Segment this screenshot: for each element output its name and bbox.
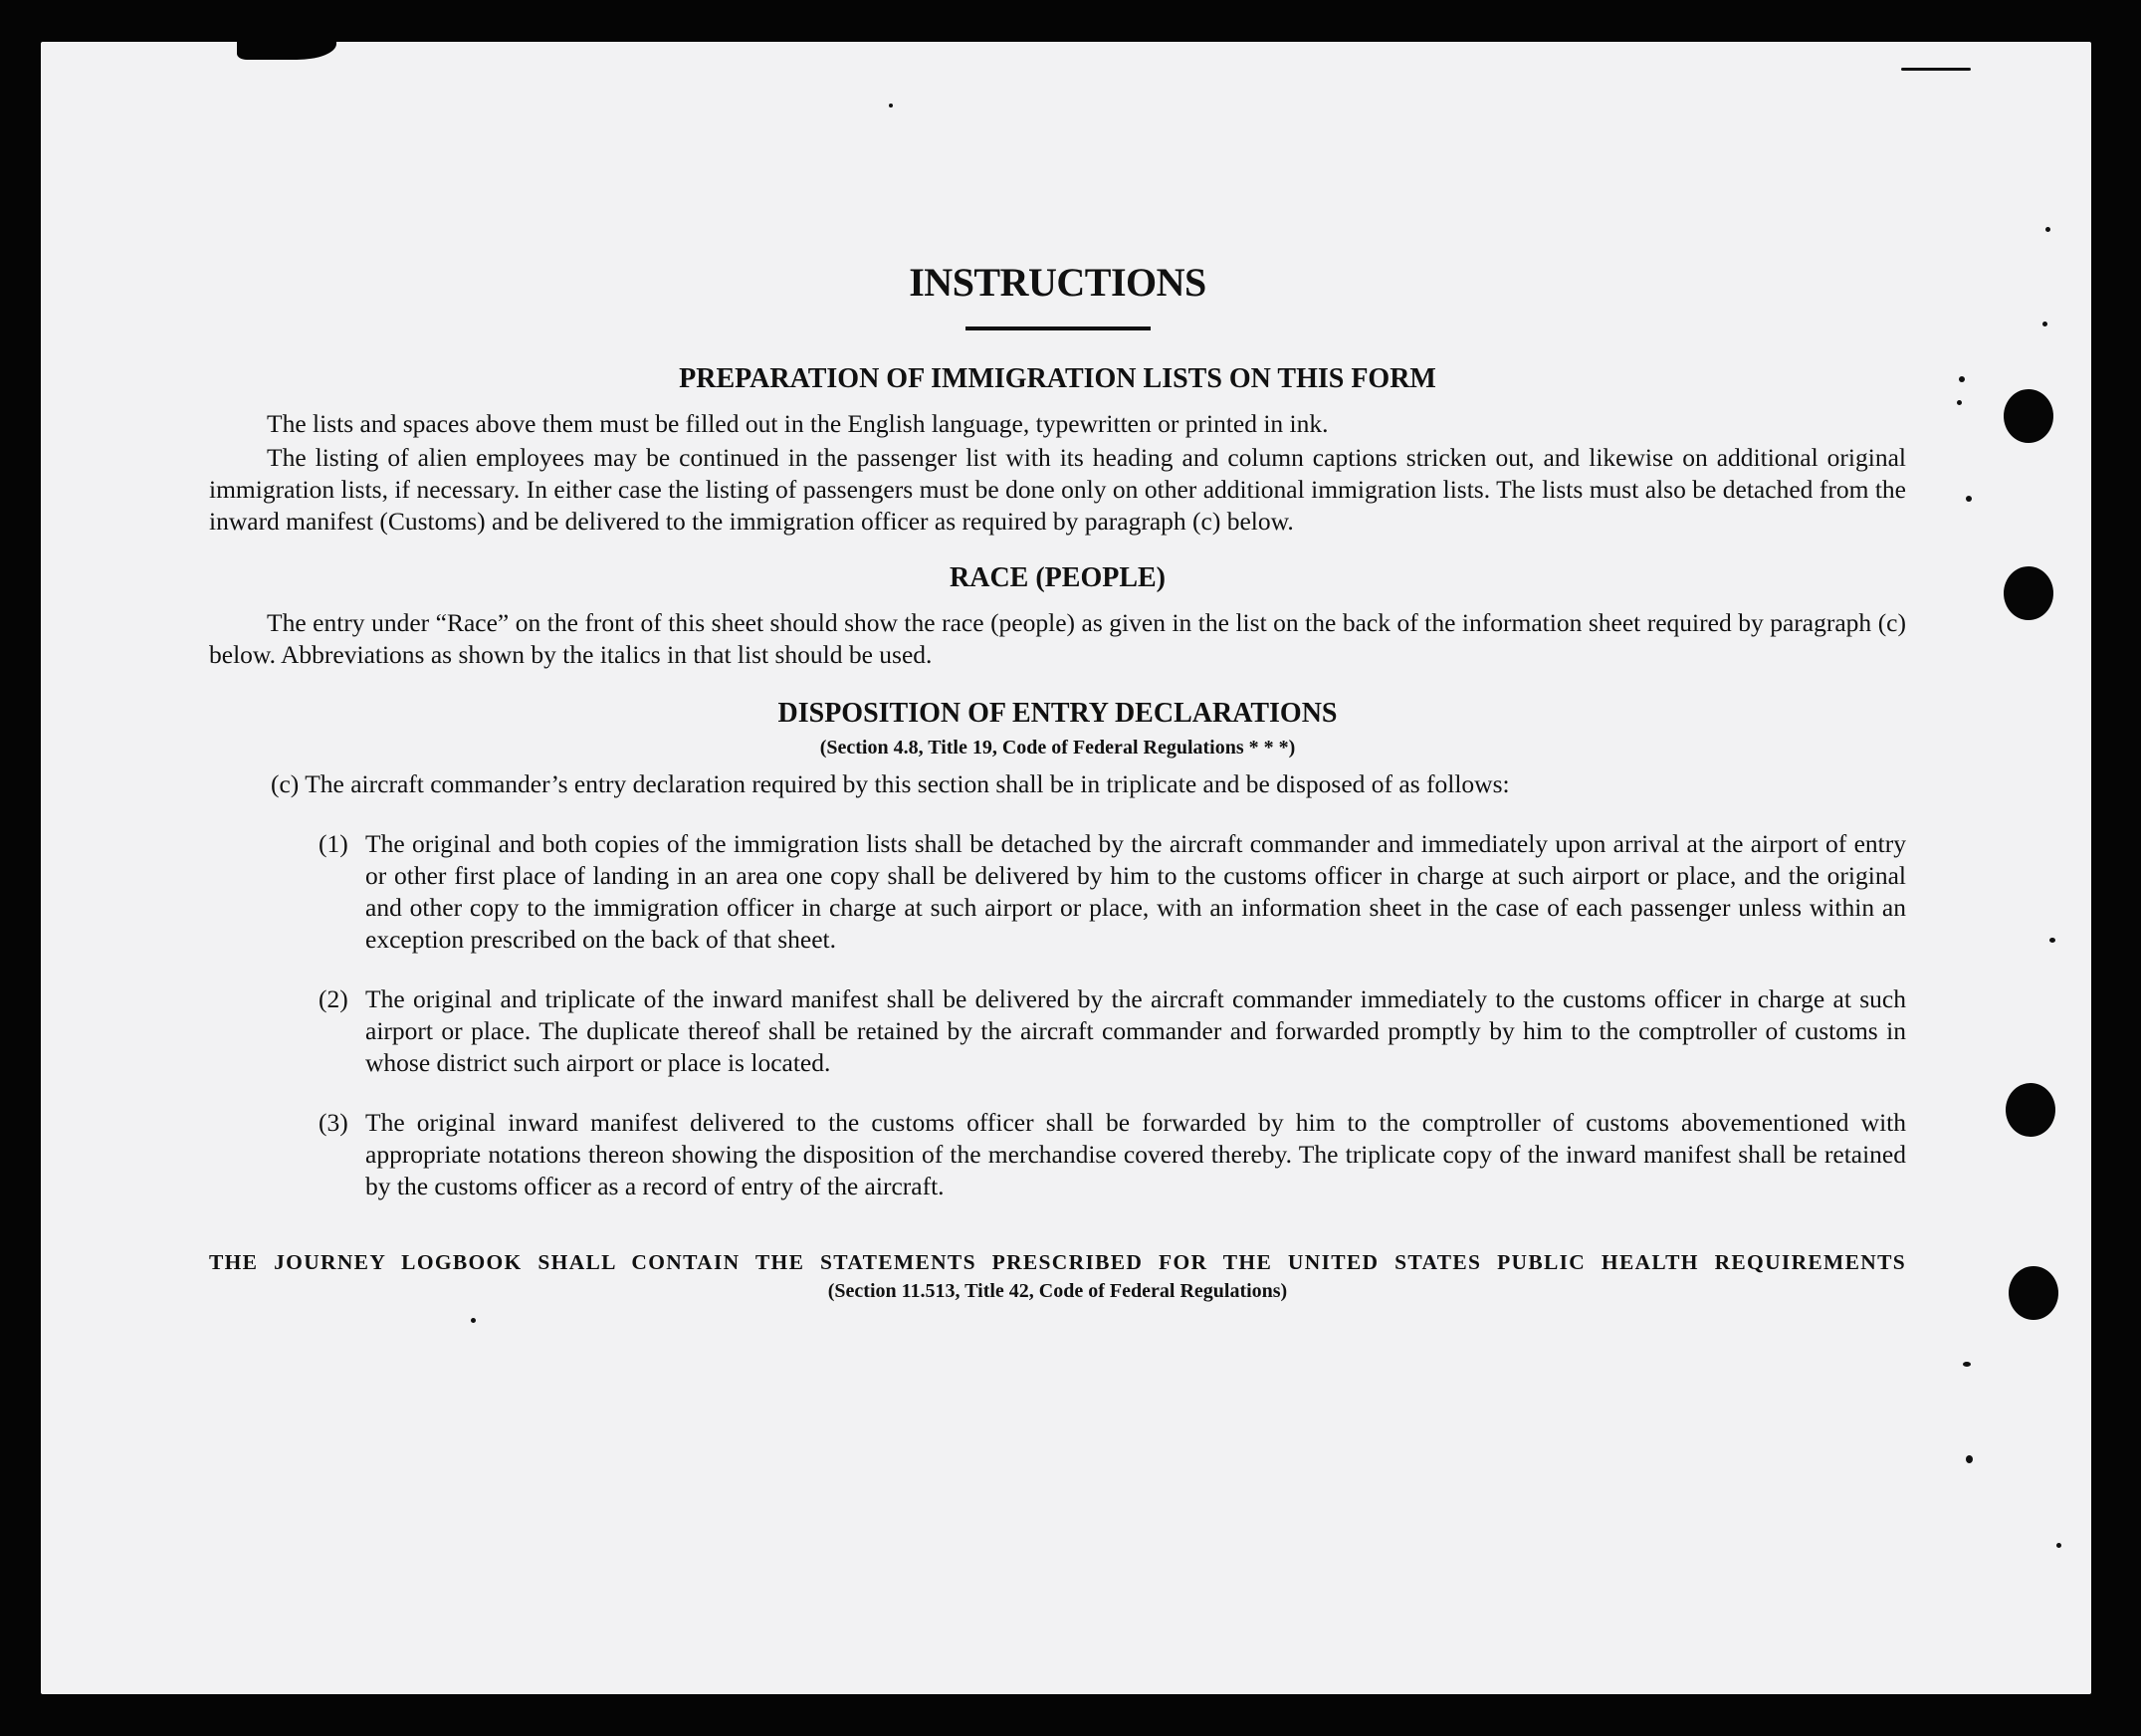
list-item-text: The original and triplicate of the inward manifest shall be delivered by the aircraft commander immediately to the customs officer in charge at such airport or place. The duplicate thereof shall be retained by the aircraft commander and forwarded promptly by him to the comptroller of customs in whose district such airport or place is located. xyxy=(365,984,1906,1077)
list-item-text: The original and both copies of the immigration lists shall be detached by the aircraft commander and immediately upon arrival at the airport of entry or other first place of landing in an area one copy shall be delivered by him to the customs officer in charge at such airport or place, and the original and other copy to the immigration officer in charge at such airport or place, with an information sheet in the case of each passenger unless within an exception prescribed on the back of that sheet. xyxy=(365,829,1906,954)
scan-speck xyxy=(2056,1543,2061,1548)
section-heading-race: RACE (PEOPLE) xyxy=(950,562,1166,593)
scan-speck xyxy=(2049,938,2055,943)
paragraph-disposition-intro: (c) The aircraft commander’s entry declaration required by this section shall be in triplicate and be disposed of as follows: xyxy=(271,769,1510,798)
punch-hole xyxy=(2006,1083,2055,1137)
list-item xyxy=(209,828,1906,956)
scan-speck xyxy=(2045,227,2050,232)
scan-speck xyxy=(1966,496,1972,502)
paragraph-race-entry: The entry under “Race” on the front of this sheet should show the race (people) as given in the list on the back of the information sheet required by paragraph (c) below. Abbreviations as shown by the italics in that list should be used. xyxy=(209,608,1906,669)
list-item xyxy=(209,1107,1906,1202)
footer-requirements-line: THE JOURNEY LOGBOOK SHALL CONTAIN THE STATEMENTS PRESCRIBED FOR THE UNITED STATES PUBLIC HEALTH REQUIREMENTS xyxy=(209,1250,1906,1274)
scan-speck xyxy=(1957,400,1962,405)
punch-hole xyxy=(2004,566,2053,620)
list-item-number: (2) xyxy=(319,984,348,1013)
list-item-number: (3) xyxy=(319,1108,348,1137)
section-heading-disposition: DISPOSITION OF ENTRY DECLARATIONS xyxy=(777,698,1338,729)
section-citation: (Section 4.8, Title 19, Code of Federal Regulations * * *) xyxy=(819,737,1296,759)
punch-hole xyxy=(2004,389,2053,443)
scan-speck xyxy=(1901,68,1971,71)
page-title: INSTRUCTIONS xyxy=(909,260,1206,305)
paragraph-alien-employees: The listing of alien employees may be continued in the passenger list with its heading and column captions stricken out, and likewise on additional original immigration lists, if necessary. In either case the listing of passengers must be done only on other additional immigration lists. The lists must also be detached from the inward manifest (Customs) and be delivered to the immigration officer as required by paragraph (c) below. xyxy=(209,443,1906,536)
scan-speck xyxy=(889,104,893,108)
list-item xyxy=(209,983,1906,1079)
list-item-text: The original inward manifest delivered to the customs officer shall be forwarded by him to the comptroller of customs abovementioned with appropriate notations thereon showing the disposition of the merchandise covered thereby. The triplicate copy of the inward manifest shall be retained by the customs officer as a record of entry of the aircraft. xyxy=(365,1108,1906,1200)
scan-speck xyxy=(2042,322,2047,326)
punch-hole xyxy=(2009,1266,2058,1320)
section-heading-preparation: PREPARATION OF IMMIGRATION LISTS ON THIS FORM xyxy=(679,363,1436,394)
scan-speck xyxy=(471,1318,476,1323)
scan-speck xyxy=(1966,1455,1973,1463)
list-item-number: (1) xyxy=(319,829,348,858)
footer-citation: (Section 11.513, Title 42, Code of Federal Regulations) xyxy=(827,1280,1288,1302)
paragraph-english-language: The lists and spaces above them must be filled out in the English language, typewritten or printed in ink. xyxy=(267,409,1329,438)
scan-speck xyxy=(1963,1362,1971,1367)
instructions-content xyxy=(209,259,1906,1304)
scan-speck xyxy=(1959,376,1965,382)
